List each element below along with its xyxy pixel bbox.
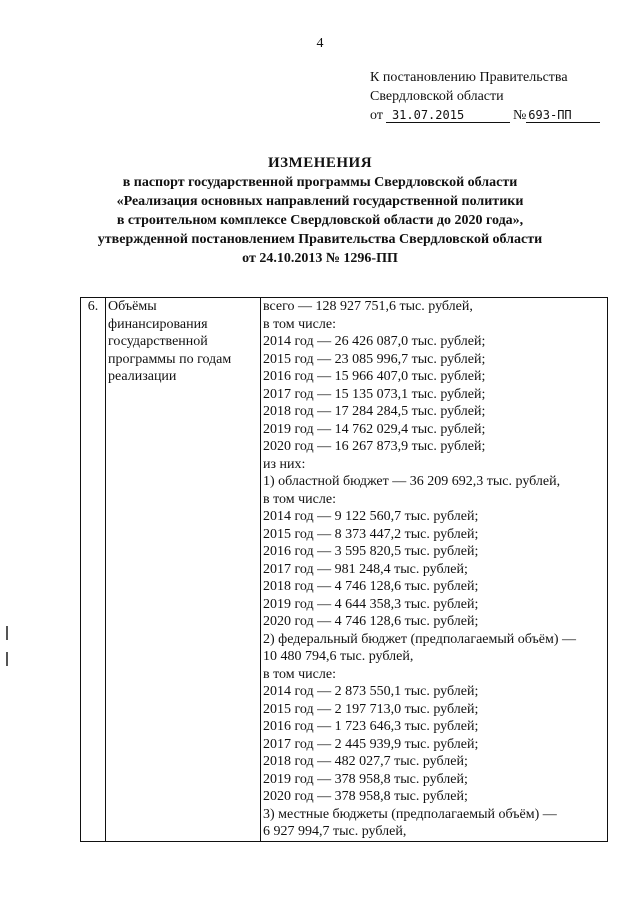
scan-mark xyxy=(6,652,8,666)
scan-mark xyxy=(6,626,8,640)
title-line: от 24.10.2013 № 1296-ПП xyxy=(242,251,398,266)
title-line: утвержденной постановлением Правительства Свердловской области xyxy=(97,232,543,247)
funding-line: 2020 год — 16 267 873,9 тыс. рублей; xyxy=(263,439,486,454)
approval-number: 693-ПП xyxy=(526,108,600,123)
approval-date-line xyxy=(370,106,600,125)
funding-line: 2019 год — 4 644 358,3 тыс. рублей; xyxy=(263,596,479,612)
funding-line: всего — 128 927 751,6 тыс. рублей, xyxy=(263,299,473,314)
funding-line: 2019 год — 14 762 029,4 тыс. рублей; xyxy=(263,421,486,437)
funding-line: 2015 год — 8 373 447,2 тыс. рублей; xyxy=(263,526,479,542)
funding-line: 2015 год — 2 197 713,0 тыс. рублей; xyxy=(263,701,479,717)
funding-line: 2016 год — 3 595 820,5 тыс. рублей; xyxy=(263,544,479,559)
funding-line: 1) областной бюджет — 36 209 692,3 тыс. рублей, xyxy=(263,474,561,489)
funding-line: 2018 год — 482 027,7 тыс. рублей; xyxy=(263,754,468,769)
funding-line: 2) федеральный бюджет (предполагаемый объём) — xyxy=(263,631,577,647)
funding-line: 2017 год — 981 248,4 тыс. рублей; xyxy=(263,561,468,577)
approval-date: 31.07.2015 xyxy=(386,108,510,123)
funding-line: 10 480 794,6 тыс. рублей, xyxy=(263,649,414,664)
title-line: «Реализация основных направлений государственной политики xyxy=(116,194,524,209)
document-title xyxy=(0,154,640,268)
title-main: ИЗМЕНЕНИЯ xyxy=(267,155,373,171)
funding-line: в том числе: xyxy=(263,316,336,332)
funding-line: 2017 год — 15 135 073,1 тыс. рублей; xyxy=(263,386,486,402)
funding-line: 2016 год — 1 723 646,3 тыс. рублей; xyxy=(263,719,479,734)
row-number: 6. xyxy=(81,298,106,842)
funding-line: 2017 год — 2 445 939,9 тыс. рублей; xyxy=(263,736,479,752)
funding-line: 2020 год — 4 746 128,6 тыс. рублей; xyxy=(263,614,479,629)
funding-line: 2014 год — 9 122 560,7 тыс. рублей; xyxy=(263,509,479,524)
funding-line: 3) местные бюджеты (предполагаемый объём) — xyxy=(263,806,557,822)
funding-line: 2015 год — 23 085 996,7 тыс. рублей; xyxy=(263,351,486,367)
table-row xyxy=(81,298,608,842)
approval-line-1: К постановлению Правительства xyxy=(370,70,568,85)
row-content xyxy=(261,298,608,842)
funding-line: 2014 год — 2 873 550,1 тыс. рублей; xyxy=(263,684,479,699)
page-number: 4 xyxy=(316,36,324,51)
funding-line: 2018 год — 17 284 284,5 тыс. рублей; xyxy=(263,404,486,419)
funding-line: в том числе: xyxy=(263,491,336,507)
funding-line: 2016 год — 15 966 407,0 тыс. рублей; xyxy=(263,369,486,384)
row-label: Объёмы финансирования государственной программы по годам реализации xyxy=(106,298,261,842)
date-prefix: от xyxy=(370,108,383,123)
funding-line: 2014 год — 26 426 087,0 тыс. рублей; xyxy=(263,334,486,349)
funding-line: 2020 год — 378 958,8 тыс. рублей; xyxy=(263,789,468,804)
funding-line: 2018 год — 4 746 128,6 тыс. рублей; xyxy=(263,579,479,594)
funding-line: из них: xyxy=(263,456,306,472)
passport-table xyxy=(80,297,608,842)
funding-line: в том числе: xyxy=(263,666,336,682)
title-line: в строительном комплексе Свердловской области до 2020 года», xyxy=(116,213,524,228)
funding-line: 6 927 994,7 тыс. рублей, xyxy=(263,824,407,839)
approval-line-2: Свердловской области xyxy=(370,89,504,104)
funding-line: 2019 год — 378 958,8 тыс. рублей; xyxy=(263,771,468,787)
approval-block xyxy=(370,68,600,125)
number-prefix: № xyxy=(512,108,527,123)
title-line: в паспорт государственной программы Свердловской области xyxy=(122,175,518,190)
